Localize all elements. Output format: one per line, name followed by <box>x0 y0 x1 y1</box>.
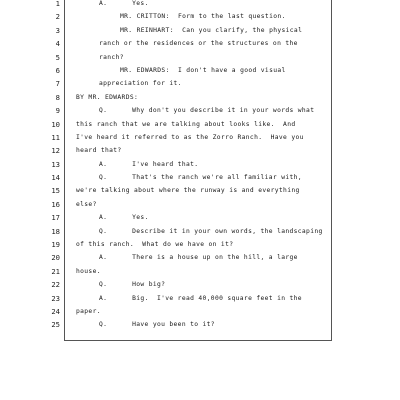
page-bottom-border <box>64 340 332 341</box>
line-text: this ranch that we are talking about looks like. And <box>76 120 296 128</box>
line-text: we're talking about where the runway is and everything <box>76 187 300 195</box>
transcript-line <box>0 292 332 305</box>
line-number: 25 <box>51 320 60 330</box>
transcript-line <box>0 158 332 171</box>
line-text: MR. REINHART: Can you clarify, the physical <box>120 26 303 34</box>
transcript-line <box>0 144 332 157</box>
transcript-line <box>0 251 332 264</box>
transcript-line <box>0 305 332 318</box>
transcript-line <box>0 318 332 331</box>
line-text: Q. Why don't you describe it in your words what <box>99 107 315 115</box>
transcript-line <box>0 238 332 251</box>
line-text: A. I've heard that. <box>99 160 199 168</box>
transcript-line <box>0 265 332 278</box>
line-text: ranch or the residences or the structures on the <box>99 40 298 48</box>
transcript-line <box>0 64 332 77</box>
line-number: 21 <box>51 266 60 276</box>
line-number: 23 <box>51 293 60 303</box>
transcript-line <box>0 104 332 117</box>
line-text: A. Yes. <box>99 0 149 7</box>
line-number: 8 <box>55 92 60 102</box>
line-number: 12 <box>51 146 60 156</box>
transcript-line <box>0 24 332 37</box>
transcript-line <box>0 10 332 23</box>
line-number: 19 <box>51 240 60 250</box>
line-text: Q. How big? <box>99 281 166 289</box>
line-text: A. Big. I've read 40,000 square feet in the <box>99 294 302 302</box>
line-number: 1 <box>55 0 60 8</box>
line-text: else? <box>76 200 97 208</box>
transcript-line <box>0 184 332 197</box>
transcript-line <box>0 77 332 90</box>
line-text: MR. CRITTON: Form to the last question. <box>120 13 286 21</box>
transcript-line <box>0 37 332 50</box>
line-text: Q. That's the ranch we're all familiar with, <box>99 174 302 182</box>
line-number: 9 <box>55 106 60 116</box>
line-text: of this ranch. What do we have on it? <box>76 241 234 249</box>
transcript-line <box>0 51 332 64</box>
line-number: 7 <box>55 79 60 89</box>
line-text: house. <box>76 267 101 275</box>
line-number: 10 <box>51 119 60 129</box>
line-number: 18 <box>51 226 60 236</box>
line-text: paper. <box>76 307 101 315</box>
line-number: 14 <box>51 173 60 183</box>
transcript-line <box>0 225 332 238</box>
line-number: 16 <box>51 199 60 209</box>
line-number: 4 <box>55 39 60 49</box>
line-number: 11 <box>51 132 60 142</box>
line-number: 24 <box>51 306 60 316</box>
line-text: appreciation for it. <box>99 80 182 88</box>
line-number: 22 <box>51 280 60 290</box>
transcript-line <box>0 278 332 291</box>
transcript-line <box>0 91 332 104</box>
line-text: A. Yes. <box>99 214 149 222</box>
line-text: A. There is a house up on the hill, a large <box>99 254 298 262</box>
line-text: Q. Describe it in your own words, the landscaping <box>99 227 323 235</box>
line-number: 5 <box>55 52 60 62</box>
line-number: 15 <box>51 186 60 196</box>
transcript-line <box>0 198 332 211</box>
transcript-line <box>0 0 332 10</box>
line-text: ranch? <box>99 53 124 61</box>
line-number: 13 <box>51 159 60 169</box>
line-number: 6 <box>55 65 60 75</box>
line-number: 20 <box>51 253 60 263</box>
transcript-line <box>0 118 332 131</box>
line-text: MR. EDWARDS: I don't have a good visual <box>120 66 286 74</box>
line-number: 17 <box>51 213 60 223</box>
transcript-line <box>0 171 332 184</box>
line-number: 2 <box>55 12 60 22</box>
line-text: BY MR. EDWARDS: <box>76 93 139 101</box>
line-text: Q. Have you been to it? <box>99 321 215 329</box>
line-text: I've heard it referred to as the Zorro Ranch. Have you <box>76 133 304 141</box>
transcript-line <box>0 131 332 144</box>
line-text: heard that? <box>76 147 122 155</box>
line-number: 3 <box>55 25 60 35</box>
transcript-line <box>0 211 332 224</box>
